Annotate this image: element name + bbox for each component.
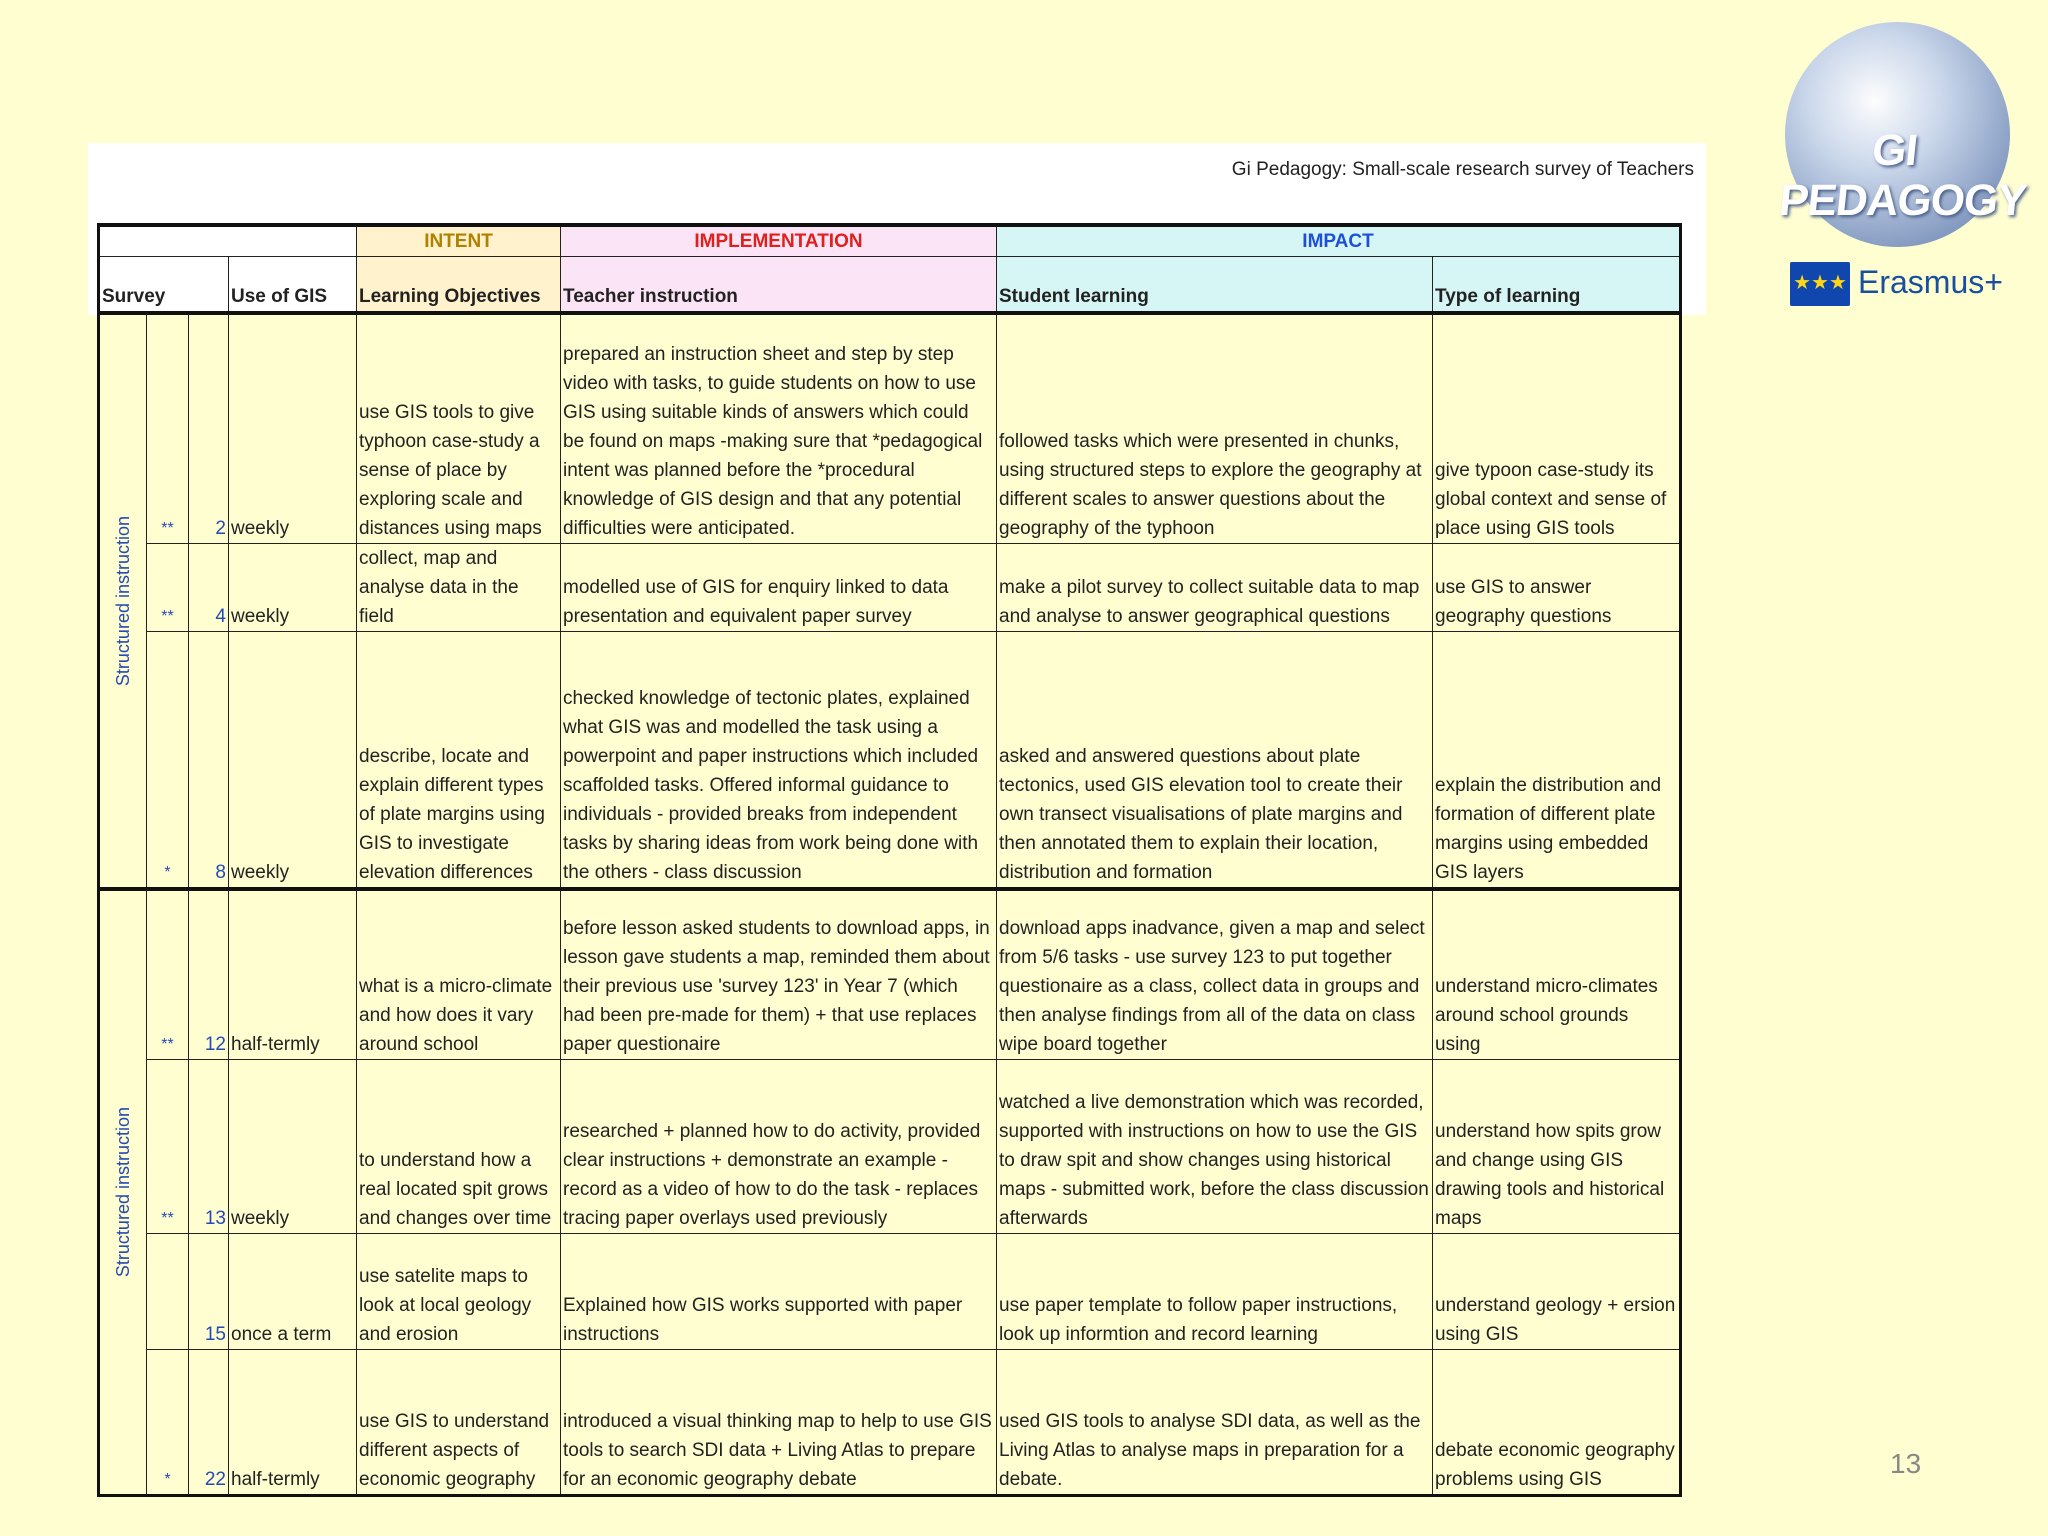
rating-stars: **	[147, 1059, 189, 1233]
type-of-learning: give typoon case-study its global context and sense of place using GIS tools	[1433, 313, 1681, 543]
survey-number: 13	[189, 1059, 229, 1233]
student-learning: use paper template to follow paper instructions, look up informtion and record learning	[997, 1233, 1433, 1349]
type-of-learning: explain the distribution and formation of different plate margins using embedded GIS layers	[1433, 631, 1681, 889]
col-use: Use of GIS	[229, 257, 357, 314]
rating-stars: **	[147, 543, 189, 631]
table-row	[99, 1059, 1681, 1233]
use-of-gis: once a term	[229, 1233, 357, 1349]
survey-number: 8	[189, 631, 229, 889]
table-row	[99, 543, 1681, 631]
type-of-learning: understand micro-climates around school grounds using	[1433, 889, 1681, 1059]
gi-pedagogy-logo	[1776, 22, 2029, 300]
type-of-learning: use GIS to answer geography questions	[1433, 543, 1681, 631]
col-instruction: Teacher instruction	[561, 257, 997, 314]
table-row	[99, 1233, 1681, 1349]
student-learning: make a pilot survey to collect suitable data to map and analyse to answer geographical questions	[997, 543, 1433, 631]
survey-number: 22	[189, 1349, 229, 1495]
student-learning: download apps inadvance, given a map and select from 5/6 tasks - use survey 123 to put together questionaire as a class, collect data in groups and then analyse findings from all of the data on class wipe board together	[997, 889, 1433, 1059]
teacher-instruction: checked knowledge of tectonic plates, explained what GIS was and modelled the task using a powerpoint and paper instructions which included scaffolded tasks. Offered informal guidance to individuals - provided breaks from independent tasks by sharing ideas from work being done with the others - class discussion	[561, 631, 997, 889]
survey-table	[97, 223, 1682, 1497]
teacher-instruction: prepared an instruction sheet and step by step video with tasks, to guide students on how to use GIS using suitable kinds of answers which could be found on maps -making sure that *pedagogical intent was planned before the *procedural knowledge of GIS design and that any potential difficulties were anticipated.	[561, 313, 997, 543]
learning-objectives: use GIS tools to give typhoon case-study a sense of place by exploring scale and distances using maps	[357, 313, 561, 543]
survey-number: 4	[189, 543, 229, 631]
learning-objectives: use GIS to understand different aspects of economic geography	[357, 1349, 561, 1495]
learning-objectives: describe, locate and explain different types of plate margins using GIS to investigate elevation differences	[357, 631, 561, 889]
table-row	[99, 313, 1681, 543]
survey-number: 12	[189, 889, 229, 1059]
teacher-instruction: modelled use of GIS for enquiry linked to data presentation and equivalent paper survey	[561, 543, 997, 631]
group-implementation: IMPLEMENTATION	[561, 225, 997, 257]
type-of-learning: debate economic geography problems using GIS	[1433, 1349, 1681, 1495]
table-row	[99, 1349, 1681, 1495]
slide-number: 13	[1890, 1448, 1922, 1479]
learning-objectives: what is a micro-climate and how does it vary around school	[357, 889, 561, 1059]
survey-number: 2	[189, 313, 229, 543]
section-label: Structured instruction	[99, 889, 147, 1495]
learning-objectives: collect, map and analyse data in the field	[357, 543, 561, 631]
group-intent: INTENT	[357, 225, 561, 257]
teacher-instruction: before lesson asked students to download apps, in lesson gave students a map, reminded them about their previous use 'survey 123' in Year 7 (which had been pre-made for them) + that use replaces paper questionaire	[561, 889, 997, 1059]
column-header-row	[99, 257, 1681, 314]
student-learning: followed tasks which were presented in chunks, using structured steps to explore the geography at different scales to answer questions about the geography of the typhoon	[997, 313, 1433, 543]
rating-stars	[147, 1233, 189, 1349]
table-row	[99, 631, 1681, 889]
teacher-instruction: Explained how GIS works supported with paper instructions	[561, 1233, 997, 1349]
teacher-instruction: researched + planned how to do activity, provided clear instructions + demonstrate an example - record as a video of how to do the task - replaces tracing paper overlays used previously	[561, 1059, 997, 1233]
learning-objectives: to understand how a real located spit grows and changes over time	[357, 1059, 561, 1233]
student-learning: watched a live demonstration which was recorded, supported with instructions on how to use the GIS to draw spit and show changes using historical maps - submitted work, before the class discussion afterwards	[997, 1059, 1433, 1233]
logo-brand: GI PEDAGOGY	[1776, 126, 2029, 225]
rating-stars: *	[147, 631, 189, 889]
col-student: Student learning	[997, 257, 1433, 314]
group-header-row	[99, 225, 1681, 257]
use-of-gis: weekly	[229, 543, 357, 631]
rating-stars: **	[147, 313, 189, 543]
teacher-instruction: introduced a visual thinking map to help to use GIS tools to search SDI data + Living Atlas to prepare for an economic geography debate	[561, 1349, 997, 1495]
student-learning: used GIS tools to analyse SDI data, as well as the Living Atlas to analyse maps in preparation for a debate.	[997, 1349, 1433, 1495]
col-objectives: Learning Objectives	[357, 257, 561, 314]
document-title: Gi Pedagogy: Small-scale research survey of Teachers	[1231, 159, 1694, 180]
use-of-gis: weekly	[229, 1059, 357, 1233]
col-survey: Survey	[99, 257, 229, 314]
type-of-learning: understand how spits grow and change using GIS drawing tools and historical maps	[1433, 1059, 1681, 1233]
rating-stars: **	[147, 889, 189, 1059]
section-label: Structured instruction	[99, 313, 147, 889]
logo-program: Erasmus+	[1858, 264, 2003, 300]
group-blank	[99, 225, 357, 257]
col-type: Type of learning	[1433, 257, 1681, 314]
use-of-gis: weekly	[229, 313, 357, 543]
group-impact: IMPACT	[997, 225, 1681, 257]
rating-stars: *	[147, 1349, 189, 1495]
type-of-learning: understand geology + ersion using GIS	[1433, 1233, 1681, 1349]
table-row	[99, 889, 1681, 1059]
eu-flag-icon: ★★★	[1790, 262, 1850, 306]
use-of-gis: half-termly	[229, 889, 357, 1059]
use-of-gis: half-termly	[229, 1349, 357, 1495]
use-of-gis: weekly	[229, 631, 357, 889]
survey-number: 15	[189, 1233, 229, 1349]
learning-objectives: use satelite maps to look at local geology and erosion	[357, 1233, 561, 1349]
student-learning: asked and answered questions about plate tectonics, used GIS elevation tool to create their own transect visualisations of plate margins and then annotated them to explain their location, distribution and formation	[997, 631, 1433, 889]
